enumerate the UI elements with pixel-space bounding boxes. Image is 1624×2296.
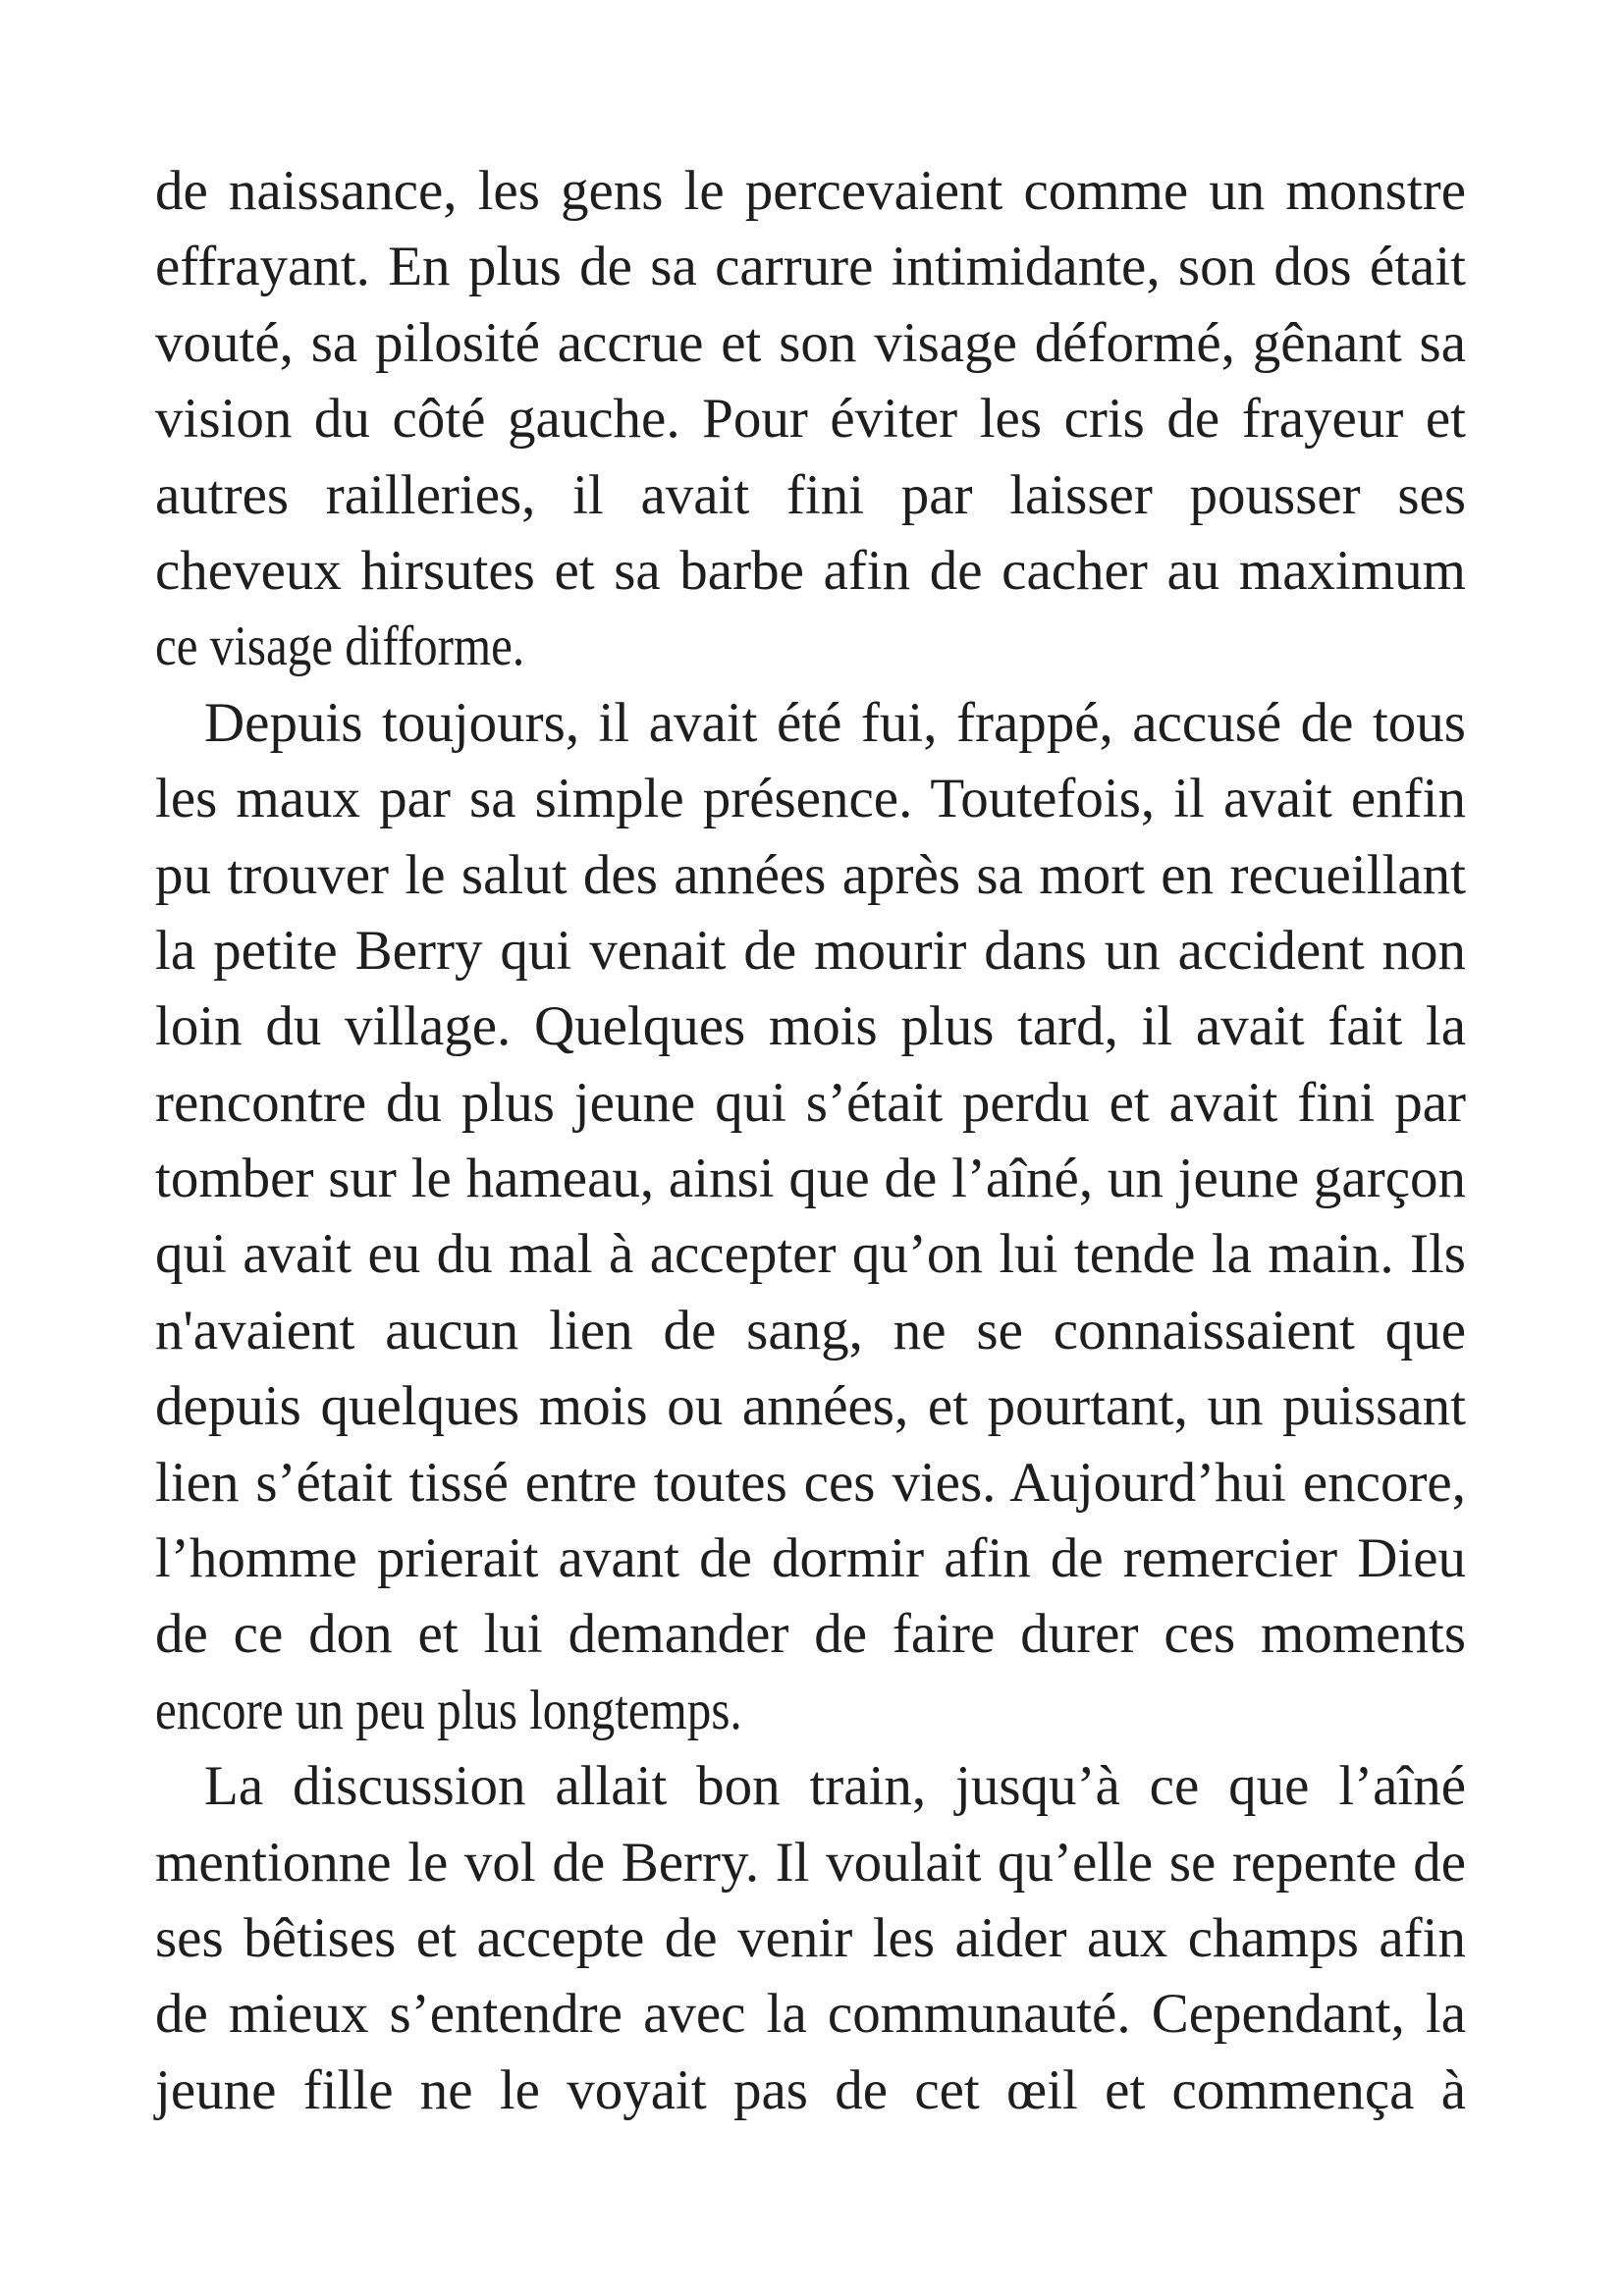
text-line-content: de mieux s’entendre avec la communauté. Cependant, la xyxy=(155,1983,1466,2046)
text-line xyxy=(155,988,1466,1064)
text-line-content: Depuis toujours, il avait été fui, frappé, accusé de tous xyxy=(204,691,1466,754)
text-line xyxy=(155,1673,1466,1748)
text-line-content: tomber sur le hameau, ainsi que de l’aîné, un jeune garçon xyxy=(155,1148,1466,1210)
text-line-content: autres railleries, il avait fini par laisser pousser ses xyxy=(155,463,1466,526)
text-line xyxy=(155,1825,1466,1900)
text-line-content: vouté, sa pilosité accrue et son visage déformé, gênant sa xyxy=(155,311,1466,374)
text-line-content: effrayant. En plus de sa carrure intimidante, son dos était xyxy=(155,236,1466,298)
text-line-content: pu trouver le salut des années après sa mort en recueillant xyxy=(155,843,1466,906)
text-line xyxy=(155,1596,1466,1672)
text-line-content: loin du village. Quelques mois plus tard, il avait fait la xyxy=(155,995,1466,1058)
paragraph-3 xyxy=(155,1748,1466,2128)
text-line xyxy=(155,761,1466,836)
text-line xyxy=(155,609,1466,684)
text-line-content: la petite Berry qui venait de mourir dans un accident non xyxy=(155,919,1466,982)
text-line-content: ses bêtises et accepte de venir les aider aux champs afin xyxy=(155,1906,1466,1969)
paragraph-1 xyxy=(155,153,1466,685)
text-line xyxy=(155,1293,1466,1368)
text-line xyxy=(155,1065,1466,1141)
text-line xyxy=(155,153,1466,229)
text-line xyxy=(155,1445,1466,1521)
text-line xyxy=(155,913,1466,988)
text-line xyxy=(155,1521,1466,1596)
text-line-content: de ce don et lui demander de faire durer ces moments xyxy=(155,1603,1466,1666)
text-line xyxy=(155,685,1466,761)
text-line-content: ce visage difforme. xyxy=(155,615,525,678)
text-line xyxy=(155,533,1466,609)
text-line xyxy=(155,457,1466,533)
text-line xyxy=(155,837,1466,913)
text-line-content: rencontre du plus jeune qui s’était perdu et avait fini par xyxy=(155,1071,1466,1134)
text-line xyxy=(155,305,1466,381)
text-line xyxy=(155,1368,1466,1444)
text-line xyxy=(155,1900,1466,1976)
text-line-content: les maux par sa simple présence. Toutefois, il avait enfin xyxy=(155,768,1466,830)
text-line xyxy=(155,1748,1466,1824)
text-line-content: vision du côté gauche. Pour éviter les cris de frayeur et xyxy=(155,388,1466,451)
body-text xyxy=(155,153,1466,2128)
text-line-content: lien s’était tissé entre toutes ces vies. Aujourd’hui encore, xyxy=(155,1451,1466,1514)
text-line xyxy=(155,229,1466,304)
text-line-content: jeune fille ne le voyait pas de cet œil et commença à xyxy=(155,2058,1466,2121)
text-line xyxy=(155,1216,1466,1292)
text-line-content: de naissance, les gens le percevaient comme un monstre xyxy=(155,160,1466,222)
text-line-content: l’homme prierait avant de dormir afin de remercier Dieu xyxy=(155,1527,1466,1590)
text-line xyxy=(155,381,1466,456)
text-line xyxy=(155,2053,1466,2128)
text-line-content: mentionne le vol de Berry. Il voulait qu’elle se repente de xyxy=(155,1831,1466,1894)
paragraph-2 xyxy=(155,685,1466,1748)
text-line-content: cheveux hirsutes et sa barbe afin de cacher au maximum xyxy=(155,539,1466,602)
text-line-content: encore un peu plus longtemps. xyxy=(155,1679,742,1741)
text-line xyxy=(155,1141,1466,1216)
text-line-content: La discussion allait bon train, jusqu’à ce que l’aîné xyxy=(204,1755,1466,1818)
text-line xyxy=(155,1976,1466,2052)
text-line-content: depuis quelques mois ou années, et pourtant, un puissant xyxy=(155,1375,1466,1438)
text-line-content: n'avaient aucun lien de sang, ne se connaissaient que xyxy=(155,1299,1466,1362)
text-line-content: qui avait eu du mal à accepter qu’on lui tende la main. Ils xyxy=(155,1223,1466,1286)
